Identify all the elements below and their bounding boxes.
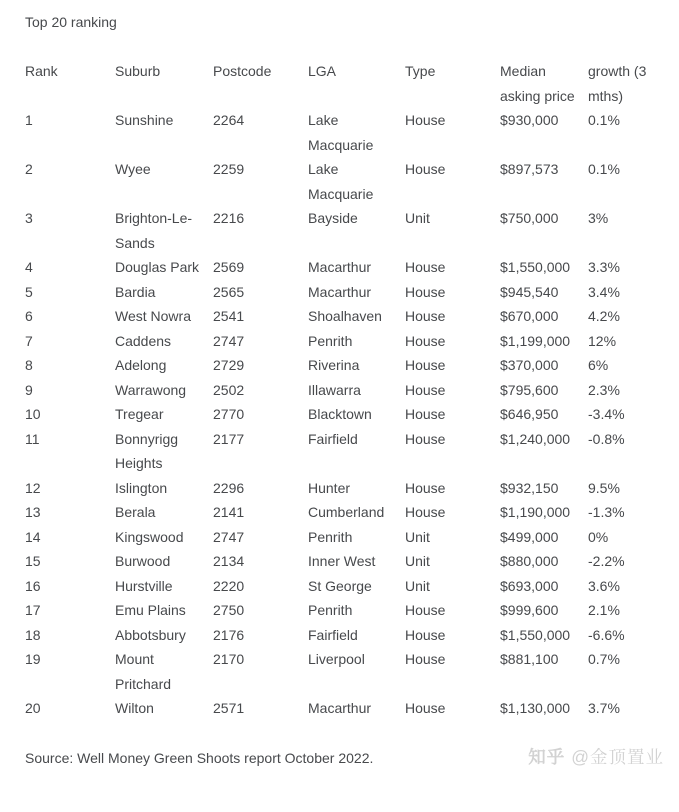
cell-rank: 6 <box>25 308 33 324</box>
cell-growth-3-mths: 3.3% <box>588 259 620 275</box>
cell-growth-3-mths: 6% <box>588 357 609 373</box>
cell-postcode: 2569 <box>213 259 245 275</box>
cell-median-asking-price: $499,000 <box>500 528 559 545</box>
table-row <box>25 378 664 403</box>
cell-growth-3-mths: 3.7% <box>588 700 620 716</box>
cell-rank: 16 <box>25 577 41 594</box>
cell-postcode: 2134 <box>213 553 245 569</box>
cell-rank: 8 <box>25 357 33 373</box>
table-row <box>25 574 664 599</box>
cell-rank: 2 <box>25 161 33 177</box>
cell-median-asking-price: $932,150 <box>500 479 559 496</box>
col-header-type: Type <box>405 63 436 79</box>
cell-suburb: Warrawong <box>115 381 187 398</box>
cell-suburb: Brighton-Le-Sands <box>115 210 193 251</box>
cell-postcode: 2729 <box>213 357 245 373</box>
table-row <box>25 280 664 305</box>
cell-median-asking-price: $795,600 <box>500 381 559 398</box>
cell-suburb: Bonnyrigg Heights <box>115 430 179 471</box>
cell-lga: Penrith <box>308 528 353 545</box>
cell-rank: 20 <box>25 700 41 716</box>
cell-median-asking-price: $880,000 <box>500 553 559 569</box>
cell-rank: 4 <box>25 259 33 275</box>
cell-lga: Lake Macquarie <box>308 112 374 153</box>
cell-median-asking-price: $897,573 <box>500 161 559 177</box>
cell-median-asking-price: $1,550,000 <box>500 626 571 643</box>
footer-row <box>25 745 664 771</box>
cell-growth-3-mths: -2.2% <box>588 553 625 569</box>
cell-median-asking-price: $945,540 <box>500 283 559 300</box>
cell-postcode: 2141 <box>213 504 245 520</box>
cell-suburb: Sunshine <box>115 112 174 128</box>
cell-rank: 10 <box>25 406 41 422</box>
cell-type: House <box>405 602 446 618</box>
table-row <box>25 623 664 648</box>
cell-lga: Fairfield <box>308 430 358 447</box>
cell-type: Unit <box>405 577 430 594</box>
table-row <box>25 500 664 525</box>
col-header-postcode: Postcode <box>213 63 272 79</box>
cell-postcode: 2502 <box>213 381 245 398</box>
cell-lga: Fairfield <box>308 626 358 643</box>
table-row <box>25 427 664 476</box>
cell-suburb: Emu Plains <box>115 602 186 618</box>
cell-type: House <box>405 700 446 716</box>
cell-lga: Lake Macquarie <box>308 161 374 202</box>
cell-growth-3-mths: 3% <box>588 210 609 226</box>
cell-lga: Cumberland <box>308 504 385 520</box>
cell-growth-3-mths: 2.1% <box>588 602 620 618</box>
cell-growth-3-mths: 9.5% <box>588 479 620 496</box>
cell-postcode: 2770 <box>213 406 245 422</box>
cell-median-asking-price: $999,600 <box>500 602 559 618</box>
cell-growth-3-mths: 4.2% <box>588 308 620 324</box>
cell-type: House <box>405 651 446 667</box>
cell-suburb: Wilton <box>115 700 154 716</box>
watermark <box>528 745 664 770</box>
cell-type: House <box>405 381 446 398</box>
cell-growth-3-mths: -1.3% <box>588 504 625 520</box>
cell-lga: Macarthur <box>308 283 372 300</box>
cell-rank: 11 <box>25 430 40 447</box>
cell-lga: Macarthur <box>308 259 372 275</box>
cell-suburb: Berala <box>115 504 156 520</box>
cell-postcode: 2216 <box>213 210 245 226</box>
cell-rank: 12 <box>25 479 41 496</box>
cell-median-asking-price: $1,190,000 <box>500 504 571 520</box>
cell-type: House <box>405 161 446 177</box>
table-row <box>25 108 664 157</box>
cell-growth-3-mths: 2.3% <box>588 381 620 398</box>
cell-postcode: 2220 <box>213 577 245 594</box>
cell-median-asking-price: $670,000 <box>500 308 559 324</box>
cell-lga: Inner West <box>308 553 376 569</box>
cell-type: House <box>405 626 446 643</box>
cell-growth-3-mths: 3.6% <box>588 577 620 594</box>
cell-postcode: 2747 <box>213 528 245 545</box>
cell-type: House <box>405 112 446 128</box>
cell-postcode: 2747 <box>213 332 245 349</box>
zhihu-logo: 知乎 <box>528 747 566 767</box>
cell-type: Unit <box>405 528 430 545</box>
cell-postcode: 2750 <box>213 602 245 618</box>
table-row <box>25 255 664 280</box>
cell-rank: 5 <box>25 283 33 300</box>
cell-suburb: Mount Pritchard <box>115 651 172 692</box>
table-row <box>25 476 664 501</box>
cell-rank: 15 <box>25 553 41 569</box>
cell-median-asking-price: $370,000 <box>500 357 559 373</box>
cell-rank: 19 <box>25 651 41 667</box>
cell-growth-3-mths: -6.6% <box>588 626 625 643</box>
ranking-table <box>25 59 664 721</box>
cell-type: House <box>405 332 446 349</box>
cell-suburb: Kingswood <box>115 528 184 545</box>
table-row <box>25 647 664 696</box>
cell-median-asking-price: $646,950 <box>500 406 559 422</box>
cell-lga: St George <box>308 577 372 594</box>
cell-type: Unit <box>405 210 430 226</box>
table-row <box>25 157 664 206</box>
table-row <box>25 329 664 354</box>
col-header-growth-3-mths: growth (3 mths) <box>588 63 647 104</box>
cell-growth-3-mths: 0.1% <box>588 161 620 177</box>
table-row <box>25 525 664 550</box>
ranking-table-body <box>25 108 664 721</box>
cell-rank: 3 <box>25 210 33 226</box>
cell-suburb: Burwood <box>115 553 171 569</box>
cell-rank: 14 <box>25 528 41 545</box>
cell-type: Unit <box>405 553 430 569</box>
cell-lga: Penrith <box>308 602 353 618</box>
cell-rank: 7 <box>25 332 33 349</box>
cell-median-asking-price: $1,240,000 <box>500 430 571 447</box>
cell-suburb: Douglas Park <box>115 259 200 275</box>
cell-rank: 17 <box>25 602 41 618</box>
cell-postcode: 2177 <box>213 430 245 447</box>
cell-postcode: 2170 <box>213 651 245 667</box>
cell-median-asking-price: $930,000 <box>500 112 559 128</box>
cell-suburb: Adelong <box>115 357 167 373</box>
source-note: Source: Well Money Green Shoots report October 2022. <box>25 750 374 766</box>
cell-growth-3-mths: 0.1% <box>588 112 620 128</box>
table-row <box>25 598 664 623</box>
cell-median-asking-price: $1,550,000 <box>500 259 571 275</box>
cell-suburb: Tregear <box>115 406 164 422</box>
table-row <box>25 353 664 378</box>
cell-suburb: Caddens <box>115 332 172 349</box>
cell-rank: 1 <box>25 112 33 128</box>
cell-postcode: 2296 <box>213 479 245 496</box>
cell-lga: Blacktown <box>308 406 372 422</box>
cell-postcode: 2264 <box>213 112 245 128</box>
cell-lga: Penrith <box>308 332 353 349</box>
cell-type: House <box>405 406 446 422</box>
table-row <box>25 206 664 255</box>
table-row <box>25 696 664 721</box>
table-header <box>25 59 664 108</box>
header-row <box>25 59 664 108</box>
cell-median-asking-price: $693,000 <box>500 577 559 594</box>
cell-growth-3-mths: -0.8% <box>588 430 625 447</box>
cell-median-asking-price: $1,130,000 <box>500 700 571 716</box>
cell-type: House <box>405 308 446 324</box>
cell-suburb: Bardia <box>115 283 156 300</box>
col-header-rank: Rank <box>25 63 58 79</box>
cell-growth-3-mths: 0.7% <box>588 651 620 667</box>
cell-rank: 18 <box>25 626 41 643</box>
cell-postcode: 2565 <box>213 283 245 300</box>
cell-median-asking-price: $881,100 <box>500 651 559 667</box>
cell-lga: Riverina <box>308 357 360 373</box>
cell-rank: 9 <box>25 381 33 398</box>
cell-type: House <box>405 259 446 275</box>
cell-type: House <box>405 283 446 300</box>
cell-growth-3-mths: 0% <box>588 528 609 545</box>
cell-type: House <box>405 430 446 447</box>
cell-postcode: 2259 <box>213 161 245 177</box>
cell-growth-3-mths: -3.4% <box>588 406 625 422</box>
cell-suburb: Wyee <box>115 161 151 177</box>
cell-growth-3-mths: 12% <box>588 332 617 349</box>
cell-suburb: Hurstville <box>115 577 173 594</box>
cell-type: House <box>405 479 446 496</box>
cell-lga: Shoalhaven <box>308 308 382 324</box>
cell-median-asking-price: $750,000 <box>500 210 559 226</box>
watermark-handle: @金顶置业 <box>571 747 664 767</box>
cell-type: House <box>405 504 446 520</box>
table-row <box>25 304 664 329</box>
col-header-suburb: Suburb <box>115 63 161 79</box>
table-row <box>25 402 664 427</box>
cell-type: House <box>405 357 446 373</box>
cell-suburb: Islington <box>115 479 168 496</box>
cell-rank: 13 <box>25 504 41 520</box>
page-title: Top 20 ranking <box>25 14 117 30</box>
cell-postcode: 2176 <box>213 626 245 643</box>
cell-postcode: 2571 <box>213 700 245 716</box>
cell-lga: Hunter <box>308 479 351 496</box>
cell-suburb: West Nowra <box>115 308 191 324</box>
table-row <box>25 549 664 574</box>
col-header-lga: LGA <box>308 63 337 79</box>
cell-median-asking-price: $1,199,000 <box>500 332 571 349</box>
cell-growth-3-mths: 3.4% <box>588 283 620 300</box>
cell-lga: Liverpool <box>308 651 365 667</box>
cell-lga: Macarthur <box>308 700 372 716</box>
cell-suburb: Abbotsbury <box>115 626 186 643</box>
cell-lga: Bayside <box>308 210 358 226</box>
col-header-median-asking-price: Median asking price <box>500 63 575 104</box>
cell-postcode: 2541 <box>213 308 245 324</box>
cell-lga: Illawarra <box>308 381 361 398</box>
